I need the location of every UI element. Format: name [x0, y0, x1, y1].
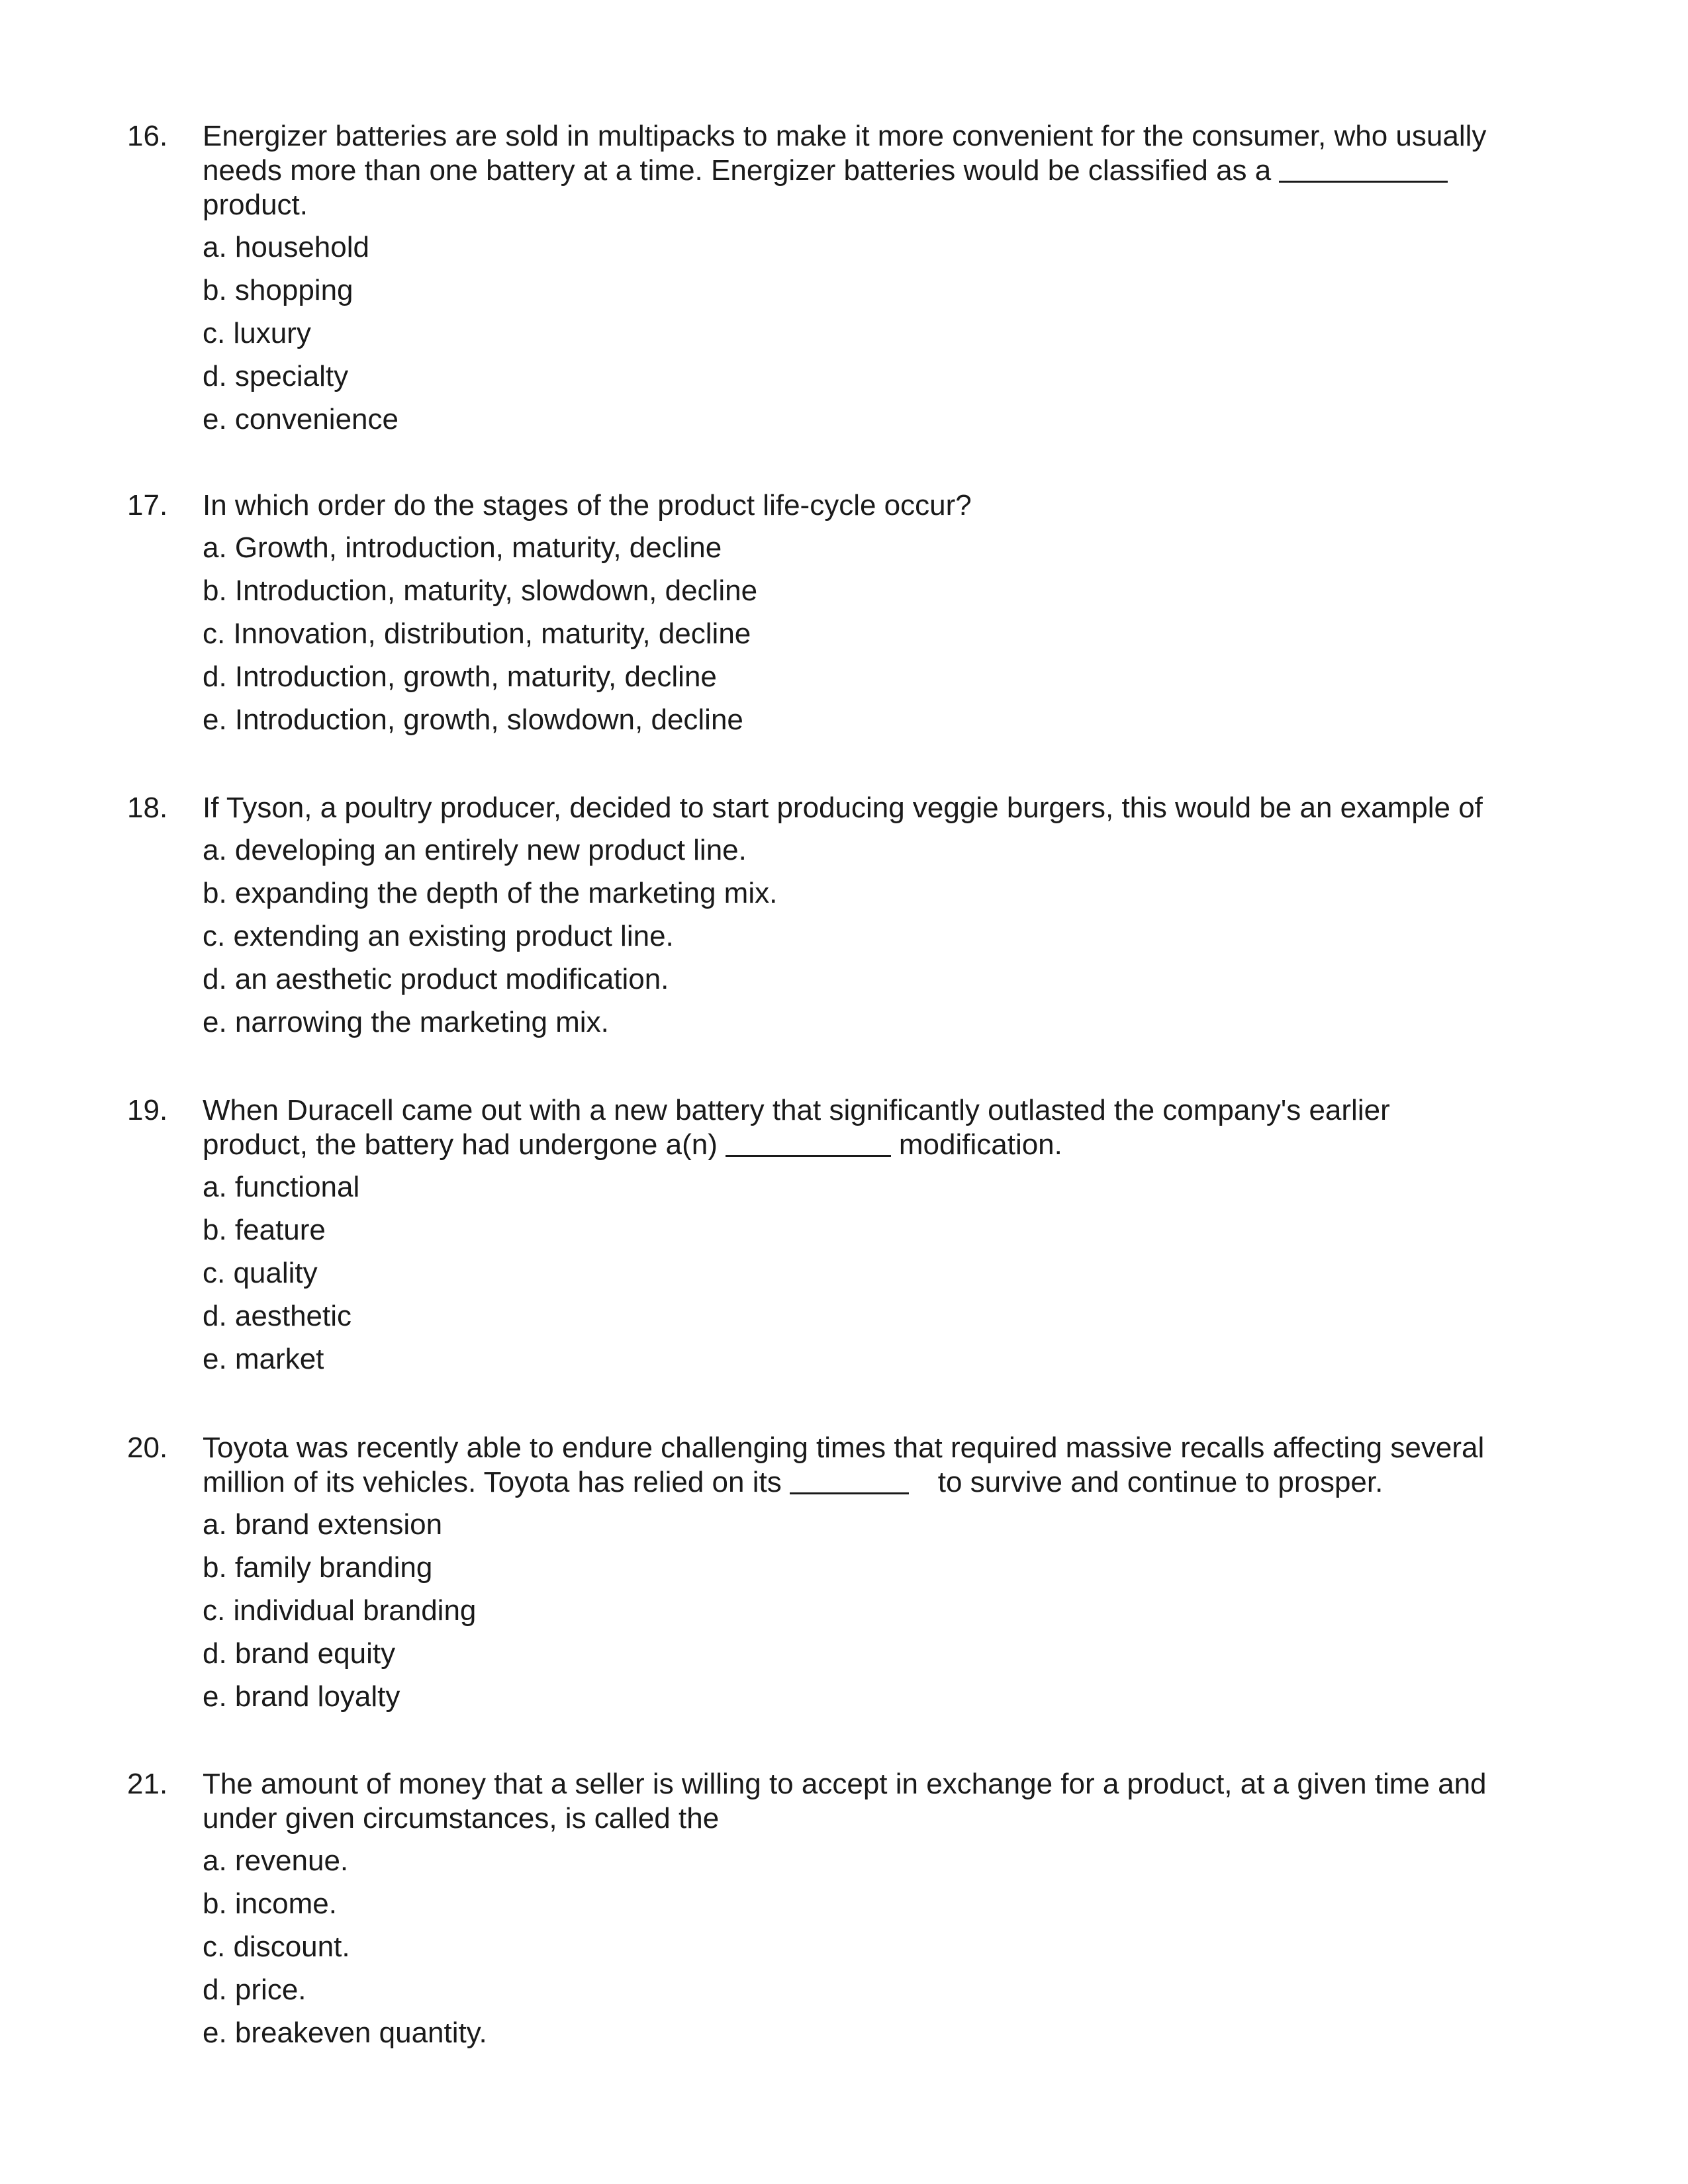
question-line — [203, 1465, 1685, 1500]
answer-choices — [203, 531, 1583, 746]
answer-choice[interactable]: b. Introduction, maturity, slowdown, decline — [203, 574, 758, 607]
answer-choice[interactable]: e. market — [203, 1343, 324, 1375]
question-line-part: needs more than one battery at a time. Energizer batteries would be classified as a — [203, 154, 1272, 187]
answer-blank — [790, 1466, 909, 1494]
answer-choice[interactable]: c. luxury — [203, 317, 311, 349]
question-line: Energizer batteries are sold in multipacks to make it more convenient for the consumer, who usually — [203, 120, 1487, 152]
answer-choice[interactable]: d. aesthetic — [203, 1300, 352, 1332]
question-number: 16. — [127, 120, 168, 152]
answer-choice[interactable]: a. developing an entirely new product line. — [203, 834, 747, 866]
question-line-part: product, the battery had undergone a(n) — [203, 1128, 718, 1161]
question-17 — [127, 488, 1583, 746]
question-number: 21. — [127, 1768, 168, 1800]
question-18 — [127, 791, 1583, 1048]
answer-choice[interactable]: e. convenience — [203, 403, 399, 435]
answer-choice[interactable]: d. price. — [203, 1974, 306, 2006]
answer-choices — [203, 1508, 1583, 1723]
question-line — [203, 1128, 1685, 1162]
answer-choice[interactable]: a. household — [203, 231, 369, 263]
answer-choices — [203, 833, 1583, 1048]
answer-choice[interactable]: c. Innovation, distribution, maturity, decline — [203, 617, 751, 650]
answer-choice[interactable]: d. an aesthetic product modification. — [203, 963, 669, 995]
answer-choice[interactable]: d. Introduction, growth, maturity, decline — [203, 660, 717, 693]
question-line — [203, 154, 1685, 188]
answer-blank — [726, 1128, 891, 1157]
answer-choice[interactable]: a. brand extension — [203, 1508, 443, 1541]
question-line: The amount of money that a seller is willing to accept in exchange for a product, at a given time and — [203, 1768, 1487, 1800]
answer-choices — [203, 230, 1583, 445]
question-line: product. — [203, 189, 308, 221]
question-number: 17. — [127, 489, 168, 522]
question-line-part: to survive and continue to prosper. — [937, 1466, 1383, 1498]
answer-choice[interactable]: a. revenue. — [203, 1844, 349, 1877]
question-text — [203, 1767, 1685, 1836]
answer-choice[interactable]: d. specialty — [203, 360, 349, 392]
answer-choice[interactable]: a. Growth, introduction, maturity, decline — [203, 531, 722, 564]
answer-choice[interactable]: c. discount. — [203, 1931, 350, 1963]
answer-choice[interactable]: b. family branding — [203, 1551, 433, 1584]
question-line: If Tyson, a poultry producer, decided to start producing veggie burgers, this would be an example of — [203, 792, 1483, 824]
answer-choice[interactable]: b. expanding the depth of the marketing mix. — [203, 877, 778, 909]
question-16 — [127, 119, 1583, 445]
question-text — [203, 488, 1685, 523]
question-number: 19. — [127, 1094, 168, 1126]
question-number: 18. — [127, 792, 168, 824]
answer-choice[interactable]: e. brand loyalty — [203, 1680, 400, 1713]
answer-choice[interactable]: b. shopping — [203, 274, 353, 306]
question-text — [203, 1431, 1685, 1500]
question-19 — [127, 1093, 1583, 1385]
question-line: When Duracell came out with a new battery that significantly outlasted the company's earlier — [203, 1094, 1390, 1126]
answer-choice[interactable]: c. extending an existing product line. — [203, 920, 674, 952]
answer-choice[interactable]: d. brand equity — [203, 1637, 396, 1670]
answer-choice[interactable]: b. income. — [203, 1888, 337, 1920]
answer-choice[interactable]: e. Introduction, growth, slowdown, decline — [203, 704, 743, 736]
question-text — [203, 1093, 1685, 1162]
answer-choices — [203, 1170, 1583, 1385]
answer-choice[interactable]: c. quality — [203, 1257, 318, 1289]
answer-blank — [1279, 154, 1448, 183]
answer-choice[interactable]: e. breakeven quantity. — [203, 2017, 487, 2049]
question-text — [203, 791, 1685, 825]
answer-choices — [203, 1844, 1583, 2059]
question-line-part: million of its vehicles. Toyota has relied on its — [203, 1466, 782, 1498]
answer-choice[interactable]: a. functional — [203, 1171, 360, 1203]
question-text — [203, 119, 1685, 222]
answer-choice[interactable]: b. feature — [203, 1214, 326, 1246]
question-21 — [127, 1767, 1583, 2059]
question-line: under given circumstances, is called the — [203, 1802, 720, 1835]
question-line-part: modification. — [898, 1128, 1062, 1161]
answer-choice[interactable]: c. individual branding — [203, 1594, 477, 1627]
question-number: 20. — [127, 1432, 168, 1464]
question-line: In which order do the stages of the product life-cycle occur? — [203, 489, 972, 522]
question-20 — [127, 1431, 1583, 1723]
question-line: Toyota was recently able to endure challenging times that required massive recalls affecting several — [203, 1432, 1485, 1464]
answer-choice[interactable]: e. narrowing the marketing mix. — [203, 1006, 609, 1038]
